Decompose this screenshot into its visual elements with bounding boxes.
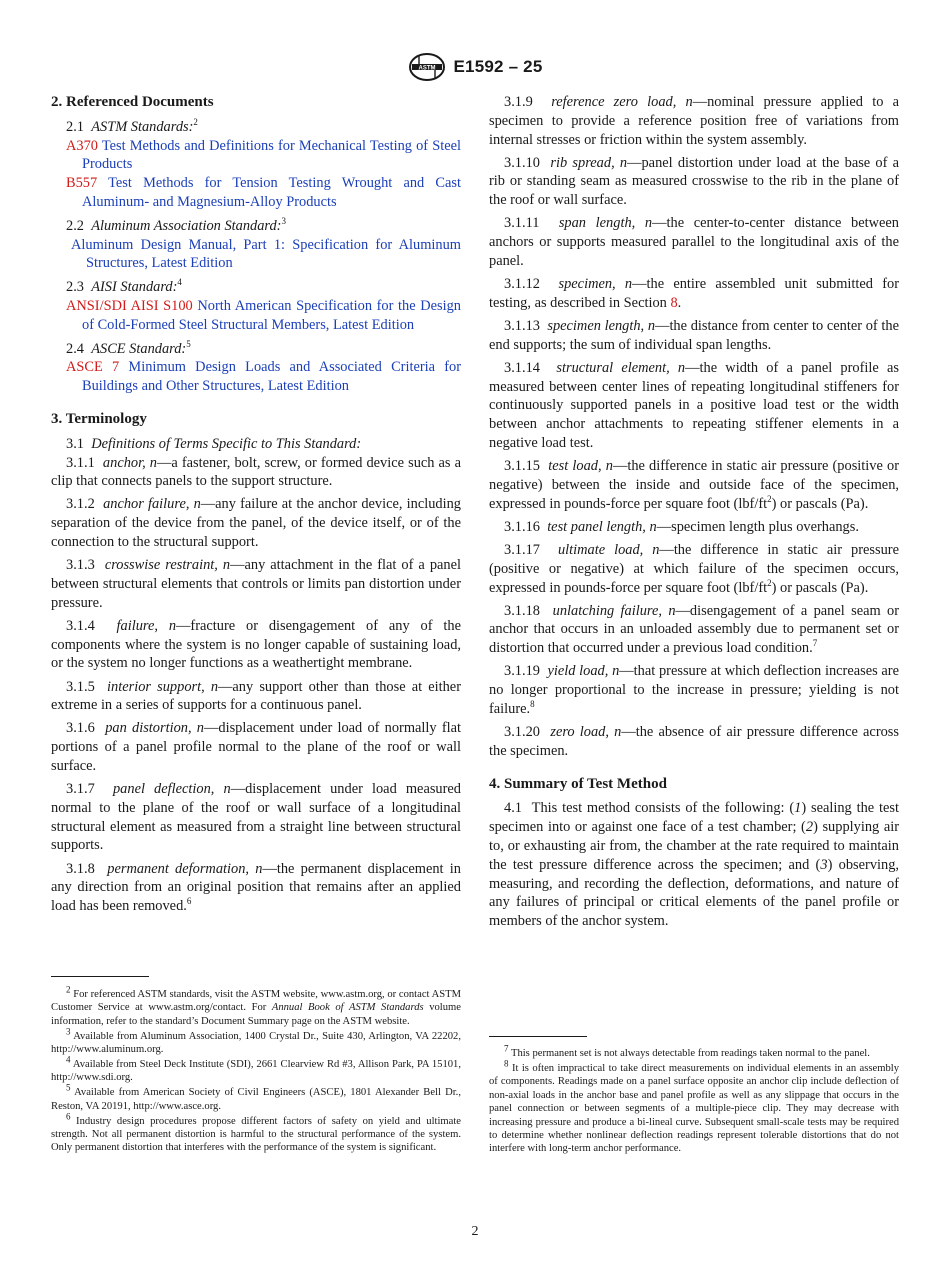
- footnote-3: $^3$ Available from Aluminum Association, 1400 Crystal Dr., Suite 430, Arlington, VA 22202, http://www.aluminum.org.: [51, 1026, 461, 1056]
- reference-title-link[interactable]: Aluminum Design Manual, Part 1: Specification for Aluminum Structures, Latest Edition: [71, 236, 461, 272]
- term-definition: 3.1.2 anchor failure, n—any failure at the anchor device, including separation of the device from the panel, of the device itself, or of the connection to the structural support.: [51, 496, 461, 551]
- footnotes-left: [51, 984, 462, 1156]
- reference-aisi-s100: [51, 297, 461, 335]
- subsection-asce-standard: 2.4 ASCE Standard:$^5$: [66, 338, 191, 357]
- footnote-ref[interactable]: 7: [812, 638, 818, 649]
- reference-code-link[interactable]: B557: [66, 175, 98, 192]
- page-header: [0, 52, 950, 82]
- reference-title-link[interactable]: North American Specification for the Design of Cold-Formed Steel Structural Members, Latest Edition: [82, 297, 461, 333]
- svg-text:ASTM: ASTM: [418, 65, 436, 72]
- definitions-intro: 3.1 Definitions of Terms Specific to This Standard:: [66, 435, 362, 452]
- term-definition: 3.1.8 permanent deformation, n—the permanent displacement in any direction from an original position that remains after an applied load has been removed.$^6$: [51, 860, 461, 915]
- footnote-divider: [51, 976, 149, 977]
- footnote-2: $^2$ For referenced ASTM standards, visit the ASTM website, www.astm.org, or contact ASTM Customer Service at www.astm.org/contact. For Annual Book of ASTM Standards volume information, refer to the standard’s Document Summary page on the ASTM website.: [51, 984, 462, 1027]
- reference-b557: [51, 174, 461, 212]
- standard-designation: E1592 – 25: [453, 57, 543, 76]
- term-definition: 3.1.16 test panel length, n—specimen length plus overhangs.: [504, 518, 859, 535]
- subsection-astm-standards: 2.1 ASTM Standards:$^2$: [66, 117, 198, 135]
- term-definition: 3.1.3 crosswise restraint, n—any attachment in the flat of a panel between structural elements that controls or limits pan distortion under pressure.: [51, 557, 461, 611]
- section-link[interactable]: 8: [670, 294, 678, 311]
- left-column: [51, 93, 461, 920]
- footnote-6: $^6$ Industry design procedures propose different factors of safety on yield and ultimate strength. Not all permanent distortion is harmful to the structural performance of the system. Only permanent distortion that interferes with the performance of the system is significant.: [51, 1111, 461, 1154]
- term-definition: 3.1.11 span length, n—the center-to-center distance between anchors or supports measured parallel to the longitudinal axis of the panel.: [489, 215, 899, 269]
- term-definition: 3.1.18 unlatching failure, n—disengagement of a panel seam or anchor that occurs in an unloaded assembly due to permanent set or distortion that occurred under a previous load condition.$^7$: [489, 602, 899, 657]
- term-definition: 3.1.9 reference zero load, n—nominal pressure applied to a specimen to provide a reference position free of variations from internal stresses or friction within the system assembly.: [489, 94, 899, 148]
- subsection-aisi-standard: 2.3 AISI Standard:$^4$: [66, 277, 182, 296]
- subsection-aluminum-association: 2.2 Aluminum Association Standard:$^3$: [66, 215, 286, 234]
- term-definition: 3.1.20 zero load, n—the absence of air pressure difference across the specimen.: [489, 723, 900, 759]
- section-heading-referenced-documents: 2. Referenced Documents: [51, 94, 214, 110]
- reference-code-link[interactable]: A370: [66, 137, 98, 154]
- reference-title-link[interactable]: Test Methods for Tension Testing Wrought and Cast Aluminum- and Magnesium-Alloy Products: [82, 175, 462, 210]
- term-definition: 3.1.5 interior support, n—any support other than those at either extreme in a series of supports for a continuous panel.: [51, 678, 461, 714]
- right-column: [489, 93, 899, 935]
- term-definition: 3.1.13 specimen length, n—the distance from center to center of the end supports; the sum of individual span lengths.: [489, 317, 899, 353]
- astm-logo-icon: [408, 52, 446, 82]
- term-definition: 3.1.10 rib spread, n—panel distortion under load at the base of a rib or standing seam as measured crosswise to the rib in the plane of the roof or wall surface.: [489, 154, 899, 209]
- footnote-ref[interactable]: 8: [530, 699, 535, 710]
- term-definition: 3.1.12 specimen, n—the entire assembled unit submitted for testing, as described in Section 8.: [489, 276, 900, 311]
- reference-code-link[interactable]: ANSI/SDI AISI S100: [66, 297, 193, 314]
- term-definition: 3.1.14 structural element, n—the width of a panel profile as measured between center lines of repeating longitudinal stiffeners for continuously supported panels in a positive load test or the width between anchor attachments to repeating stiffener elements in a negative load test.: [489, 359, 899, 452]
- footnote-ref[interactable]: 6: [186, 896, 192, 907]
- page-number: 2: [471, 1224, 479, 1239]
- reference-aluminum-design-manual: [51, 236, 461, 274]
- term-definition: 3.1.4 failure, n—fracture or disengagement of any of the components where the system is no longer capable of sustaining load, or the system no longer functions as a weathertight membrane.: [51, 617, 461, 672]
- footnotes-right: [489, 1043, 899, 1157]
- term-definition: 3.1.19 yield load, n—that pressure at which deflection increases are no longer proportional to the increase in pressure; yielding is not failure.$^8$: [489, 663, 899, 717]
- summary-paragraph: 4.1 This test method consists of the following: (1) sealing the test specimen into or against one face of a test chamber; (2) supplying air to, or exhausting air from, the chamber at the rate required to maintain the test pressure difference across the specimen; and (3) observing, measuring, and recording the deflection, deformations, and nature of any failures of principal or critical elements of the panel profile or members of the anchor system.: [489, 800, 899, 930]
- footnote-8: $^8$ It is often impractical to take direct measurements on individual elements in an assembly of components. Readings made on a panel surface opposite an anchor clip include deflection of non-axial loads in the anchor base and panel profile as well as any slippage that occurs in the panel connection or between segments of a multiple-piece clip. They may decrease with increasing pressure and produce a bi-lineal curve. Subsequent small-scale tests may be required to determine whether nonlinear deflection readings represent tolerable distortions that do not interfere with long-term anchor performance.: [489, 1058, 899, 1155]
- term-definition: 3.1.17 ultimate load, n—the difference in static air pressure (positive or negative) at which failure of the specimen occurs, expressed in pounds-force per square foot $(lbf/ft^2)$ or pascals (Pa).: [489, 541, 899, 596]
- footnote-4: $^4$ Available from Steel Deck Institute (SDI), 2661 Clearview Rd #3, Allison Park, PA 15101, http://www.sdi.org.: [51, 1054, 461, 1084]
- footnote-5: $^5$ Available from American Society of Civil Engineers (ASCE), 1801 Alexander Bell Dr., Reston, VA 20191, http://www.asce.org.: [51, 1082, 461, 1112]
- footnote-divider: [489, 1036, 587, 1037]
- term-definition: 3.1.6 pan distortion, n—displacement under load of normally flat portions of a panel profile normal to the plane of the roof or wall surface.: [51, 720, 461, 774]
- reference-a370: [51, 137, 461, 175]
- term-definition: 3.1.15 test load, n—the difference in static air pressure (positive or negative) between the inside and outside face of the specimen, expressed in pounds-force per square foot $(lbf/ft^2)$ or pascals (Pa).: [489, 458, 900, 512]
- reference-title-link[interactable]: Minimum Design Loads and Associated Criteria for Buildings and Other Structures, Latest Edition: [82, 359, 462, 395]
- footnote-7: $^7$ This permanent set is not always detectable from readings taken normal to the panel.: [504, 1043, 870, 1059]
- reference-asce-7: [51, 358, 461, 396]
- section-heading-terminology: 3. Terminology: [51, 410, 147, 427]
- term-definition: 3.1.7 panel deflection, n—displacement under load measured normal to the plane of the roof or wall surface of a longitudinal structural element as measured from a straight line between structural supports.: [51, 781, 461, 854]
- reference-title-link[interactable]: Test Methods and Definitions for Mechanical Testing of Steel Products: [82, 137, 461, 173]
- reference-code-link[interactable]: ASCE 7: [66, 359, 120, 376]
- section-heading-summary: 4. Summary of Test Method: [489, 775, 667, 792]
- term-definition: 3.1.1 anchor, n—a fastener, bolt, screw, or formed device such as a clip that connects panels to the support structure.: [51, 454, 461, 490]
